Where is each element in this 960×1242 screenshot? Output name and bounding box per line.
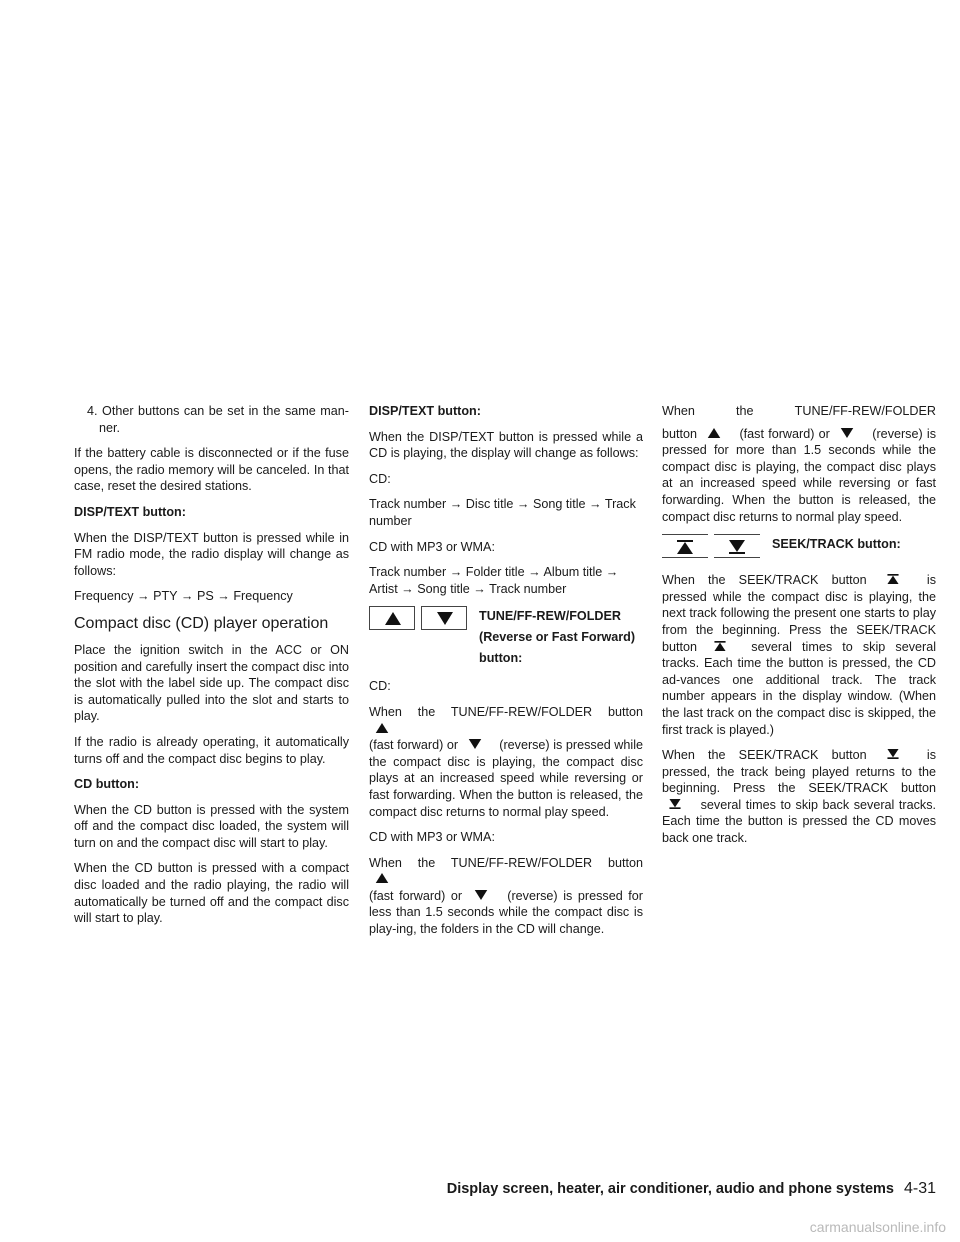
seek-p1-text-b: is [926,573,937,588]
seek-p1-text-f: Each time the button is pressed, the CD ad-vances one additional track. The track number appears in the display window. (When the last track on the compact disc is skipped, the first track is played.) [662,656,937,737]
tune-p2-text-a: When the TUNE/FF-REW/FOLDER button [369,855,643,870]
disp-text-cd-paragraph: When the DISP/TEXT button is pressed while a CD is playing, the display will change as follows: [369,429,643,461]
skip-back-icon [714,534,760,558]
seek-p1-text-c: pressed while the compact disc is playing, the next track following the present one starts to play from the beginning. Press the SEEK/TRACK [662,589,936,637]
tune-p2-text-d: than 1.5 seconds while the compact disc is play-ing, the folders in the CD will change. [369,905,643,937]
arrow-up-icon [375,723,389,733]
skip-forward-icon [713,641,727,651]
seek-paragraph-2 [662,747,936,847]
section-title: Compact disc (CD) player operation [74,614,329,632]
tune-heading-line-2: (Reverse or Fast Forward) [479,630,636,645]
disp-text-heading-cd: DISP/TEXT button: [369,404,481,418]
tune-ff-text-b: button [662,426,698,441]
tune-ff-line-1 [662,403,936,420]
arrow-up-icon [375,873,389,883]
seek-paragraph-1 [662,572,936,738]
column-left [74,403,349,936]
tune-ff-text-c: (fast forward) or [739,426,830,441]
word-when: When [662,404,695,418]
cd-button-paragraph-1: When the CD button is pressed with the system off and the compact disc loaded, the system will turn on and the compact disc will start to play. [74,802,349,850]
footer-section-title: Display screen, heater, air conditioner, audio and phone systems [446,1181,894,1197]
seek-p1-text-a: When the SEEK/TRACK button [662,573,867,588]
seek-p2-text-c: pressed, the track being played returns to the beginning. Press the SEEK/TRACK [662,764,936,796]
mp3-label: CD with MP3 or WMA: [369,539,495,554]
disp-text-heading: DISP/TEXT button: [74,504,186,519]
tune-p1-text-b: (fast forward) or [369,738,459,753]
skip-back-icon [886,749,900,759]
cd-button-paragraph-2: When the CD button is pressed with a compact disc loaded and the radio playing, the radio will automatically be turned off and the compact disc will start to play. [74,861,349,926]
mp3-label-2: CD with MP3 or WMA: [369,830,495,845]
column-right [662,403,936,856]
seek-p2-text-b: is [926,748,937,763]
disp-text-sequence: Frequency → PTY → PS → Frequency [74,589,293,604]
tune-button-heading [479,606,635,669]
word-tune: TUNE/FF-REW/FOLDER [794,404,936,418]
disp-text-paragraph: When the DISP/TEXT button is pressed while in FM radio mode, the radio display will change as follows: [74,530,349,578]
tune-paragraph-2 [369,888,643,938]
mp3-sequence: Track number → Folder title → Album title → Artist → Song title → Track number [369,565,619,596]
tune-p1-text-a: When the TUNE/FF-REW/FOLDER button [369,704,643,719]
list-item-4: 4. Other buttons can be set in the same man-ner. [87,404,349,435]
seek-p2-text-f: tracks. Each time the button is pressed the CD moves back one track. [662,797,937,846]
arrow-down-icon [468,739,482,749]
cd-button-heading: CD button: [74,777,140,792]
skip-forward-icon [886,574,900,584]
seek-p2-text-d: button [900,781,936,796]
seek-p2-text-a: When the SEEK/TRACK button [662,748,867,763]
radio-operating-paragraph: If the radio is already operating, it automatically turns off and the compact disc begins to play. [74,734,349,766]
tune-button-figure [369,606,643,669]
tune-heading-line-1: TUNE/FF-REW/FOLDER [479,609,622,624]
tune-paragraph-1 [369,737,643,820]
seek-p1-text-e: several times to skip several tracks. [662,639,937,671]
seek-button-figure [662,534,936,558]
arrow-down-icon [840,428,854,438]
tune-ff-text-rest: pressed for more than 1.5 seconds while the compact disc is playing, the compact disc plays at an increased speed while reversing or fast forwarding. When the button is released, the compact disc returns to normal play speed. [662,443,936,524]
page-footer [447,1180,936,1198]
cd-sequence: Track number → Disc title → Song title → Track number [369,497,636,528]
seek-button-heading: SEEK/TRACK button: [772,537,901,552]
skip-back-icon [668,799,682,809]
cd-label: CD: [369,471,391,486]
arrow-down-icon [421,606,467,630]
cd-label-2: CD: [369,679,391,694]
tune-paragraph-2-line-1 [369,855,643,888]
seek-p1-text-d: button [662,639,698,654]
seek-p2-text-e: several times to skip back several [700,797,895,812]
tune-ff-text-d: (reverse) is [872,426,937,441]
tune-ff-paragraph [662,426,936,526]
tune-p2-text-b: (fast forward) or [369,888,463,903]
arrow-up-icon [707,428,721,438]
watermark: carmanualsonline.info [809,1219,946,1235]
insert-disc-paragraph: Place the ignition switch in the ACC or ON position and carefully insert the compact disc into the slot with the label side up. The compact disc is automatically pulled into the slot and starts to play. [74,642,349,724]
tune-p2-text-c: (reverse) is pressed for less [369,888,643,920]
word-the: the [736,404,754,418]
tune-heading-line-3: button: [479,651,523,666]
arrow-up-icon [369,606,415,630]
column-middle [369,403,643,947]
page-number: 4-31 [903,1180,936,1197]
skip-forward-icon [662,534,708,558]
tune-paragraph-1-line-1 [369,704,643,737]
tune-p1-text-d: the compact disc is playing, the compact disc plays at an increased speed while reversing or fast forwarding. When the button is released, the compact disc returns to normal play speed. [369,754,643,819]
arrow-down-icon [474,890,488,900]
battery-paragraph: If the battery cable is disconnected or if the fuse opens, the radio memory will be canceled. In that case, reset the desired stations. [74,446,349,494]
tune-p1-text-c: (reverse) is pressed while [499,738,643,753]
